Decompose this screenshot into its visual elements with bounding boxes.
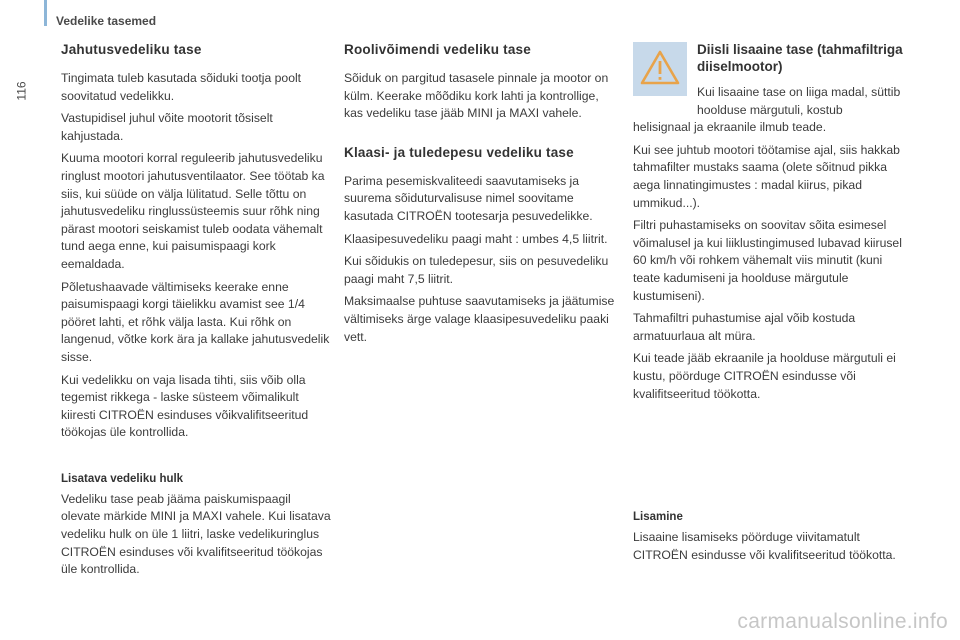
diesel-paragraph-2: Kui see juhtub mootori töötamise ajal, siis hakkab tahmafilter mustaks saama (olete sõitnud pikka aega linnatingimustes : madal kiirus, pikad ummikud...). (633, 142, 900, 210)
warning-box (633, 42, 687, 96)
column-diesel-additive (633, 42, 903, 408)
power-steering-heading: Roolivõimendi vedeliku tase (344, 42, 531, 57)
additive-refill-paragraph: Lisaaine lisamiseks pöörduge viivitamatult CITROËN esindusse või kvalifitseeritud töökotta. (633, 530, 896, 562)
washer-fluid-heading: Klaasi- ja tuledepesu vedeliku tase (344, 144, 574, 160)
washer-paragraph-1: Parima pesemiskvaliteedi saavutamiseks ja suurema sõiduturvalisuse nimel soovitame kasutada CITROËN tootesarja pesuvedelikke. (344, 173, 593, 223)
additive-refill-subheading: Lisamine (633, 511, 683, 523)
section-header: Vedelike tasemed (56, 14, 157, 28)
watermark: carmanualsonline.info (737, 610, 948, 633)
diesel-paragraph-3: Filtri puhastamiseks on soovitav sõita esimesel võimalusel ja kui liiklustingimused lubavad kiirusel 60 km/h või rohkem vähemalt viis minutit (kuni teate kadumiseni ja hoolduse märgutule kustumiseni). (633, 218, 902, 303)
coolant-paragraph-4: Põletushaavade vältimiseks keerake enne paisumispaagi korgi täielikku avamist see 1/4 pööret lahti, et rõhk välja lasta. Kui rõhk on langenud, võtke kork ära ja kallake jahutusvedelik sisse. (61, 279, 330, 364)
coolant-amount-subheading: Lisatava vedeliku hulk (61, 472, 184, 485)
coolant-heading: Jahutusvedeliku tase (61, 42, 202, 57)
additive-refill-section (633, 511, 903, 569)
warning-triangle-icon (639, 49, 681, 87)
diesel-paragraph-1: Kui lisaaine tase on liiga madal, süttib hoolduse märgutuli, kostub helisignaal ja ekraanile ilmub teade. (633, 85, 901, 135)
diesel-additive-heading: Diisli lisaaine tase (tahmafiltriga diiselmootor) (697, 42, 903, 74)
diesel-paragraph-4: Tahmafiltri puhastumise ajal võib kostuda armatuurlaua alt müra. (633, 311, 856, 343)
column-power-steering-washer (344, 42, 618, 351)
washer-paragraph-2: Klaasipesuvedeliku paagi maht : umbes 4,5 liitrit. (344, 231, 608, 246)
power-steering-paragraph: Sõiduk on pargitud tasasele pinnale ja mootor on külm. Keerake mõõdiku kork lahti ja kontrollige, kas vedeliku tase jääb MINI ja MAXI vahele. (344, 71, 609, 121)
coolant-paragraph-5: Kui vedelikku on vaja lisada tihti, siis võib olla tegemist rikkega - laske süsteem võimalikult kiiresti CITROËN esinduses võikvalifitseeritud töökojas üle kontrollida. (61, 372, 309, 440)
coolant-paragraph-3: Kuuma mootori korral reguleerib jahutusvedeliku ringlust mootori jahutusventilaator. See töötab ka siis, kui süüde on välja lülitatud. Selle tõttu on jahutusvedeliku ringlussüsteemis suur rõhk ning pärast mootori seiskamist tuleb oodata vähemalt tund aega enne, kui paisumispaagi kork eemaldada. (61, 151, 325, 271)
washer-paragraph-3: Kui sõidukis on tuledepesur, siis on pesuvedeliku paagi maht 7,5 liitrit. (344, 254, 609, 286)
section-accent-bar (44, 0, 47, 26)
page-number: 116 (14, 81, 29, 101)
coolant-paragraph-2: Vastupidisel juhul võite mootorit tõsiselt kahjustada. (61, 111, 273, 143)
column-coolant (61, 42, 331, 584)
coolant-amount-paragraph: Vedeliku tase peab jääma paiskumispaagil olevate märkide MINI ja MAXI vahele. Kui lisatava vedeliku hulk on üle 1 liitri, laske vedelikuringlus CITROËN esinduses või kvalifitseeritud töökojas üle kontrollida. (61, 491, 331, 577)
coolant-paragraph-1: Tingimata tuleb kasutada sõiduki tootja poolt soovitatud vedelikku. (61, 71, 302, 103)
diesel-paragraph-5: Kui teade jääb ekraanile ja hoolduse märgutuli ei kustu, pöörduge CITROËN esindusse või kvalifitseeritud töökotta. (633, 351, 896, 401)
washer-paragraph-4: Maksimaalse puhtuse saavutamiseks ja jäätumise vältimiseks ärge valage klaasipesuvedeliku paaki vett. (344, 294, 615, 344)
